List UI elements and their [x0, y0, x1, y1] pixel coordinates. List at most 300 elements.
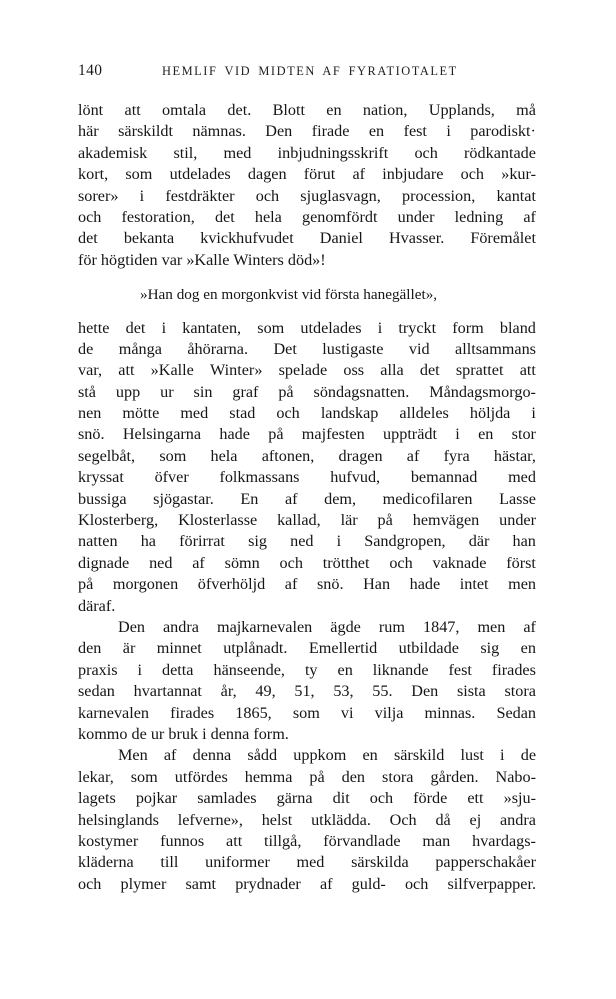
- word: fyra: [443, 446, 470, 465]
- word: den: [78, 639, 102, 658]
- word: af: [163, 746, 177, 765]
- text-line: däraf.: [78, 596, 116, 615]
- word: hemvägen: [412, 511, 480, 530]
- word: må: [516, 101, 536, 119]
- text-line: [78, 318, 536, 339]
- word: med: [296, 853, 325, 872]
- word: uppkom: [293, 746, 347, 765]
- word: nen: [78, 404, 102, 423]
- word: kläderna: [78, 853, 134, 872]
- word: Måndagsmorgo-: [429, 382, 536, 401]
- word: man: [422, 831, 451, 850]
- word: minnas.: [424, 703, 476, 722]
- word: 55.: [372, 682, 393, 701]
- word: folkmassans: [219, 468, 300, 487]
- word: morgonen: [112, 575, 179, 594]
- word: spelade: [278, 361, 328, 380]
- word: i: [455, 425, 460, 444]
- word: andra: [500, 810, 536, 829]
- word: särskildt: [118, 122, 173, 141]
- word: och: [404, 874, 429, 893]
- word: med: [223, 143, 252, 162]
- word: att: [226, 831, 243, 850]
- word: sig: [480, 639, 500, 658]
- word: fest: [448, 660, 472, 679]
- word: kallad,: [277, 511, 321, 530]
- word: bekanta: [123, 229, 175, 248]
- word: oss: [343, 361, 365, 380]
- word: i: [139, 186, 145, 205]
- word: 51,: [294, 682, 315, 701]
- word: 1865,: [235, 703, 272, 722]
- text-line: [78, 121, 536, 142]
- word: omtala: [162, 101, 207, 119]
- word: i: [500, 746, 505, 765]
- word: firade: [311, 122, 350, 141]
- word: Emellertid: [308, 639, 378, 658]
- word: den: [341, 767, 366, 786]
- word: kostymer: [78, 831, 139, 850]
- word: det.: [227, 101, 252, 119]
- word: dem,: [324, 489, 357, 508]
- word: snö.: [78, 425, 105, 444]
- word: lustigaste: [322, 339, 384, 358]
- word: silfverpapper.: [447, 874, 536, 893]
- word: år,: [220, 682, 237, 701]
- word: och: [276, 404, 300, 423]
- word: upp: [115, 382, 141, 401]
- word: festoration,: [121, 207, 195, 226]
- word: Sedan: [496, 703, 536, 722]
- text-line: [78, 852, 536, 873]
- word: först: [506, 553, 536, 572]
- word: var,: [78, 361, 103, 380]
- word: funnos: [160, 831, 205, 850]
- word: och: [255, 186, 280, 205]
- word: af: [523, 617, 536, 636]
- word: lekar,: [78, 767, 114, 786]
- word: form: [452, 318, 484, 337]
- word: majkarnevalen: [216, 617, 313, 636]
- word: praxis: [78, 660, 118, 679]
- word: där: [468, 532, 490, 551]
- word: Blott: [272, 101, 305, 119]
- quoted-verse-line: [78, 284, 536, 305]
- word: förde: [413, 789, 448, 808]
- text-line: [78, 788, 536, 809]
- word: sedan: [78, 682, 115, 701]
- word: Föremålet: [470, 229, 536, 248]
- word: rödkantade: [464, 143, 536, 162]
- word: dragen: [338, 446, 383, 465]
- word: segelbåt,: [78, 446, 136, 465]
- word: Han: [363, 575, 391, 594]
- word: af: [284, 489, 298, 508]
- word: gården.: [430, 767, 479, 786]
- word: en: [337, 660, 353, 679]
- word: detta: [162, 660, 194, 679]
- word: hemma: [244, 767, 293, 786]
- word: af: [319, 874, 333, 893]
- text-line: [78, 574, 536, 595]
- word: Hvasser.: [388, 229, 445, 248]
- text-line: [78, 638, 536, 659]
- text-line: [78, 339, 536, 360]
- word: sprattet: [455, 361, 504, 380]
- word: som: [257, 318, 285, 337]
- word: sådd: [247, 746, 278, 765]
- word: Den: [265, 122, 293, 141]
- word: med: [180, 404, 209, 423]
- text-line: [78, 403, 536, 424]
- word: Daniel: [319, 229, 363, 248]
- word: och: [78, 874, 102, 893]
- text-line: [78, 100, 536, 121]
- running-head: [78, 62, 536, 84]
- page-number: 140: [78, 62, 103, 79]
- paragraph-spacer: [78, 306, 536, 318]
- word: prydnader: [235, 874, 301, 893]
- word: festdräkter: [165, 186, 235, 205]
- word: uppträdt: [383, 425, 437, 444]
- text-line: [78, 360, 536, 381]
- word: genomfördt: [301, 207, 378, 226]
- word: en: [520, 639, 536, 658]
- text-line: [78, 831, 536, 852]
- text-line: [78, 617, 536, 638]
- text-line: [78, 446, 536, 467]
- word: vaknade: [432, 553, 487, 572]
- word: Och: [389, 810, 417, 829]
- word: det: [125, 318, 146, 337]
- text-line: [78, 186, 536, 207]
- paragraph: [78, 745, 536, 895]
- word: tryckt: [398, 318, 437, 337]
- word: papperschakåer: [435, 853, 536, 872]
- word: lär: [340, 511, 358, 530]
- word: åhörarna.: [187, 339, 249, 358]
- word: landskap: [320, 404, 379, 423]
- word: och: [389, 553, 413, 572]
- word: stor: [511, 425, 536, 444]
- word: att: [118, 361, 135, 380]
- word: i: [446, 122, 451, 141]
- text-line: [78, 553, 536, 574]
- word: hänseende,: [213, 660, 285, 679]
- word: stora: [504, 682, 536, 701]
- word: på: [78, 575, 94, 594]
- word: i: [161, 318, 167, 337]
- word: ha: [140, 532, 156, 551]
- word: lefverne»,: [177, 810, 243, 829]
- word: »Kalle: [150, 361, 194, 380]
- word: alltsammans: [455, 339, 536, 358]
- word: kantat: [496, 186, 536, 205]
- word: utklädda.: [311, 810, 371, 829]
- word: akademisk: [78, 143, 148, 162]
- word: »kur-: [501, 165, 536, 184]
- word: i: [336, 532, 342, 551]
- word: att: [519, 361, 536, 380]
- word: är: [122, 639, 136, 658]
- word: de: [78, 339, 94, 358]
- word: hvardags-: [472, 831, 536, 850]
- word: 49,: [255, 682, 276, 701]
- word: 53,: [333, 682, 354, 701]
- word: ur: [160, 382, 174, 401]
- word: i: [531, 404, 536, 423]
- text-line: [78, 745, 536, 766]
- word: som: [125, 165, 153, 184]
- word: helsinglands: [78, 810, 159, 829]
- paragraph-spacer: [78, 271, 536, 284]
- word: guld-: [351, 874, 386, 893]
- word: majfesten: [301, 425, 365, 444]
- running-title: HEMLIF VID MIDTEN AF FYRATIOTALET: [162, 64, 458, 78]
- word: inbjudningsskrift: [277, 143, 389, 162]
- word: helst: [261, 810, 293, 829]
- word: Den: [118, 617, 145, 636]
- word: hade: [409, 575, 441, 594]
- word: bemannad: [410, 468, 478, 487]
- word: de: [520, 746, 536, 765]
- word: uniformer: [205, 853, 270, 872]
- text-line: [78, 164, 536, 185]
- word: rum: [378, 617, 405, 636]
- word: särskilda: [351, 853, 409, 872]
- paragraph: [78, 318, 536, 617]
- text-line: [78, 143, 536, 164]
- word: sjuglasvagn,: [300, 186, 381, 205]
- word: samt: [185, 874, 217, 893]
- word: medicofilaren: [382, 489, 473, 508]
- word: mötte: [122, 404, 160, 423]
- word: och: [369, 789, 394, 808]
- word: kryssat: [78, 468, 124, 487]
- text-line: [78, 382, 536, 403]
- word: förvandlade: [323, 831, 401, 850]
- word: han: [512, 532, 536, 551]
- word: firades: [491, 660, 536, 679]
- word: i: [377, 318, 383, 337]
- word: här: [78, 122, 99, 141]
- word: på: [377, 511, 393, 530]
- word: söndagsnatten.: [313, 382, 410, 401]
- word: stad: [229, 404, 256, 423]
- word: under: [397, 207, 435, 226]
- word: hela: [210, 446, 238, 465]
- word: hela: [254, 207, 282, 226]
- word: snö.: [316, 575, 344, 594]
- word: lönt: [78, 101, 104, 119]
- word: ned: [290, 532, 314, 551]
- word: af: [352, 165, 366, 184]
- word: Men: [118, 746, 148, 765]
- word: trötthet: [322, 553, 370, 572]
- word: Klosterlasse: [178, 511, 258, 530]
- word: karnevalen: [78, 703, 150, 722]
- word: andra: [163, 617, 199, 636]
- word: bland: [499, 318, 536, 337]
- word: öfver: [154, 468, 189, 487]
- word: Helsingarna: [122, 425, 202, 444]
- word: under: [499, 511, 536, 530]
- word: inbjudare: [382, 165, 444, 184]
- word: ej: [469, 810, 482, 829]
- text-line: [78, 207, 536, 228]
- word: ty: [304, 660, 318, 679]
- word: på: [268, 425, 284, 444]
- word: minnet: [156, 639, 202, 658]
- word: sig: [248, 532, 267, 551]
- word: men: [477, 617, 506, 636]
- word: en: [326, 101, 342, 119]
- word: liknande: [372, 660, 429, 679]
- word: af: [406, 446, 420, 465]
- word: lagets: [78, 789, 116, 808]
- page-text-body: [78, 100, 536, 895]
- paragraph: [78, 100, 536, 271]
- text-line: kommo de ur bruk i denna form.: [78, 724, 289, 743]
- word: af: [284, 575, 298, 594]
- word: denna: [192, 746, 232, 765]
- word: på: [278, 382, 294, 401]
- word: en: [362, 746, 378, 765]
- text-line: [78, 681, 536, 702]
- word: som: [159, 446, 187, 465]
- word: 1847,: [423, 617, 460, 636]
- word: förut: [303, 165, 336, 184]
- text-line: [78, 510, 536, 531]
- word: plymer: [120, 874, 167, 893]
- text-line: [78, 424, 536, 445]
- word: vilja: [374, 703, 404, 722]
- word: aftonen,: [261, 446, 315, 465]
- word: med: [508, 468, 536, 487]
- word: procession,: [401, 186, 476, 205]
- word: kort,: [78, 165, 109, 184]
- word: nation,: [362, 101, 408, 119]
- word: många: [118, 339, 162, 358]
- word: det: [419, 361, 440, 380]
- word: som: [292, 703, 320, 722]
- word: nämnas.: [192, 122, 246, 141]
- text-line: [78, 767, 536, 788]
- word: gärna: [276, 789, 313, 808]
- word: utdelades: [300, 318, 362, 337]
- word: stå: [78, 382, 96, 401]
- word: sorer»: [78, 186, 119, 205]
- word: intet: [459, 575, 489, 594]
- word: firades: [170, 703, 215, 722]
- word: En: [240, 489, 259, 508]
- word: utdelades: [169, 165, 231, 184]
- text-line: [78, 228, 536, 249]
- text-line: [78, 489, 536, 510]
- word: dignade: [78, 553, 130, 572]
- word: ett: [467, 789, 484, 808]
- word: Upplands,: [428, 101, 495, 119]
- word: hade: [219, 425, 250, 444]
- word: hvartannat: [133, 682, 202, 701]
- word: »sju-: [503, 789, 536, 808]
- word: och: [414, 143, 438, 162]
- word: pojkar: [135, 789, 178, 808]
- word: alldeles: [399, 404, 449, 423]
- paragraph: [78, 617, 536, 745]
- word: en: [478, 425, 494, 444]
- word: vid: [408, 339, 430, 358]
- word: Den: [411, 682, 439, 701]
- word: sin: [193, 382, 213, 401]
- word: som: [130, 767, 158, 786]
- word: sjögastar.: [153, 489, 214, 508]
- word: stil,: [173, 143, 198, 162]
- word: kantaten,: [182, 318, 242, 337]
- word: bussiga: [78, 489, 127, 508]
- text-line: »Han dog en morgonkvist vid första hanegället»,: [140, 286, 438, 304]
- word: sömn: [224, 553, 260, 572]
- word: ägde: [330, 617, 361, 636]
- word: samlades: [197, 789, 257, 808]
- text-line: för högtiden var »Kalle Winters död»!: [78, 250, 326, 269]
- word: utbildade: [398, 639, 459, 658]
- word: utplånadt.: [223, 639, 288, 658]
- word: utfördes: [174, 767, 228, 786]
- word: men: [508, 575, 536, 594]
- word: natten: [78, 532, 118, 551]
- word: lust: [460, 746, 484, 765]
- word: en: [368, 122, 385, 141]
- word: hufvud,: [330, 468, 381, 487]
- word: Winter»: [210, 361, 263, 380]
- word: alla: [380, 361, 404, 380]
- word: Klosterberg,: [78, 511, 159, 530]
- word: särskild: [393, 746, 445, 765]
- word: det: [78, 229, 98, 248]
- word: och: [460, 165, 485, 184]
- word: dit: [332, 789, 350, 808]
- word: och: [78, 207, 102, 226]
- word: att: [124, 101, 141, 119]
- word: i: [137, 660, 143, 679]
- word: ned: [149, 553, 173, 572]
- word: graf: [232, 382, 259, 401]
- word: ledning: [454, 207, 504, 226]
- text-line: [78, 467, 536, 488]
- word: af: [523, 207, 536, 226]
- word: fest: [403, 122, 427, 141]
- word: sista: [456, 682, 486, 701]
- text-line: [78, 660, 536, 681]
- word: och: [279, 553, 303, 572]
- word: parodiskt·: [470, 122, 536, 141]
- word: öfverhöljd: [197, 575, 266, 594]
- word: Sandgropen,: [364, 532, 446, 551]
- word: på: [309, 767, 325, 786]
- text-line: [78, 810, 536, 831]
- word: då: [435, 810, 451, 829]
- word: vi: [340, 703, 354, 722]
- text-line: [78, 703, 536, 724]
- word: till: [160, 853, 179, 872]
- word: kvickhufvudet: [200, 229, 294, 248]
- word: Det: [273, 339, 297, 358]
- word: Lasse: [499, 489, 536, 508]
- text-line: [78, 874, 536, 895]
- word: höljda: [469, 404, 511, 423]
- word: tillgå,: [264, 831, 302, 850]
